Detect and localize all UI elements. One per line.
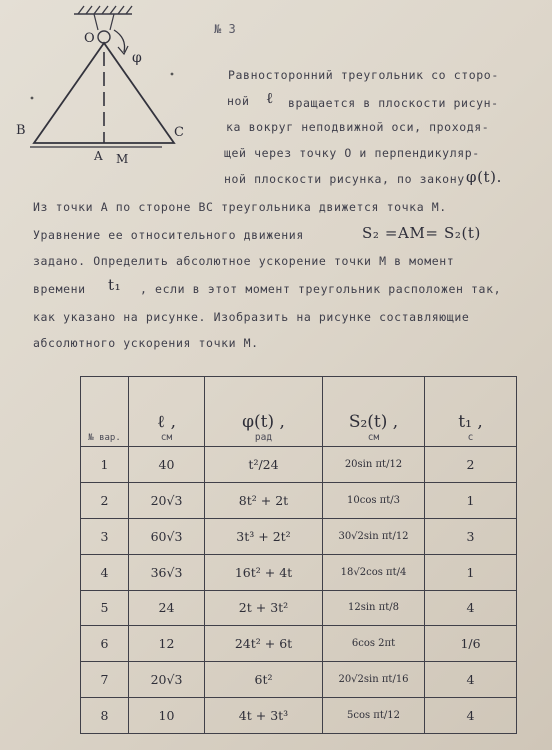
label-O: O: [84, 31, 95, 46]
variants-table: [80, 376, 517, 734]
text-line-9a: времени: [33, 282, 86, 296]
handwritten-t1: t₁: [108, 276, 122, 294]
header-variant: № вар.: [81, 377, 129, 447]
text-line-11: абсолютного ускорения точки M.: [33, 336, 259, 350]
text-line-1: Равносторонний треугольник со сторо-: [228, 68, 499, 82]
label-A: A: [94, 149, 103, 163]
text-line-9b: , если в этот момент треугольник расположен так,: [140, 282, 502, 296]
text-line-2b: вращается в плоскости рисун-: [288, 96, 499, 110]
table-row: 7 20√3 6t² 20√2sin πt/16 4: [81, 662, 517, 698]
header-phi: φ(t) , рад: [205, 377, 323, 447]
text-line-10: как указано на рисунке. Изобразить на рисунке составляющие: [33, 310, 470, 324]
header-s2: S₂(t) , см: [323, 377, 425, 447]
text-line-3: ка вокруг неподвижной оси, проходя-: [226, 120, 490, 134]
table-row: 8 10 4t + 3t³ 5cos πt/12 4: [81, 698, 517, 734]
table-row: 5 24 2t + 3t² 12sin πt/8 4: [81, 590, 517, 626]
table-row: 3 60√3 3t³ + 2t² 30√2sin πt/12 3: [81, 518, 517, 554]
text-line-5: ной плоскости рисунка, по закону: [224, 172, 465, 186]
handwritten-l: ℓ: [266, 89, 274, 107]
table-row: 1 40 t²/24 20sin πt/12 2: [81, 447, 517, 483]
text-line-7: Уравнение ее относительного движения: [33, 228, 304, 242]
header-t1: t₁ , с: [425, 377, 517, 447]
support-hatching: [78, 6, 132, 14]
label-phi: φ: [132, 50, 142, 66]
handwritten-s2-equation: S₂ =AM= S₂(t): [362, 224, 481, 242]
handwritten-phi-t: φ(t).: [466, 168, 503, 186]
text-line-4: щей через точку O и перпендикуляр-: [224, 146, 480, 160]
header-l: ℓ , см: [129, 377, 205, 447]
label-C: C: [174, 125, 184, 140]
table-row: 4 36√3 16t² + 4t 18√2cos πt/4 1: [81, 554, 517, 590]
triangle-figure: [14, 0, 204, 175]
problem-number: № 3: [214, 22, 236, 36]
label-M: M: [116, 152, 129, 166]
table-header-row: [81, 377, 517, 447]
label-B: B: [16, 123, 26, 138]
text-line-8: задано. Определить абсолютное ускорение точки M в момент: [33, 254, 455, 268]
text-line-6: Из точки A по стороне BC треугольника движется точка M.: [33, 200, 447, 214]
table-row: 2 20√3 8t² + 2t 10cos πt/3 1: [81, 482, 517, 518]
text-line-2a: ной: [227, 94, 250, 108]
pivot-circle: [98, 31, 110, 43]
table-row: 6 12 24t² + 6t 6cos 2πt 1/6: [81, 626, 517, 662]
